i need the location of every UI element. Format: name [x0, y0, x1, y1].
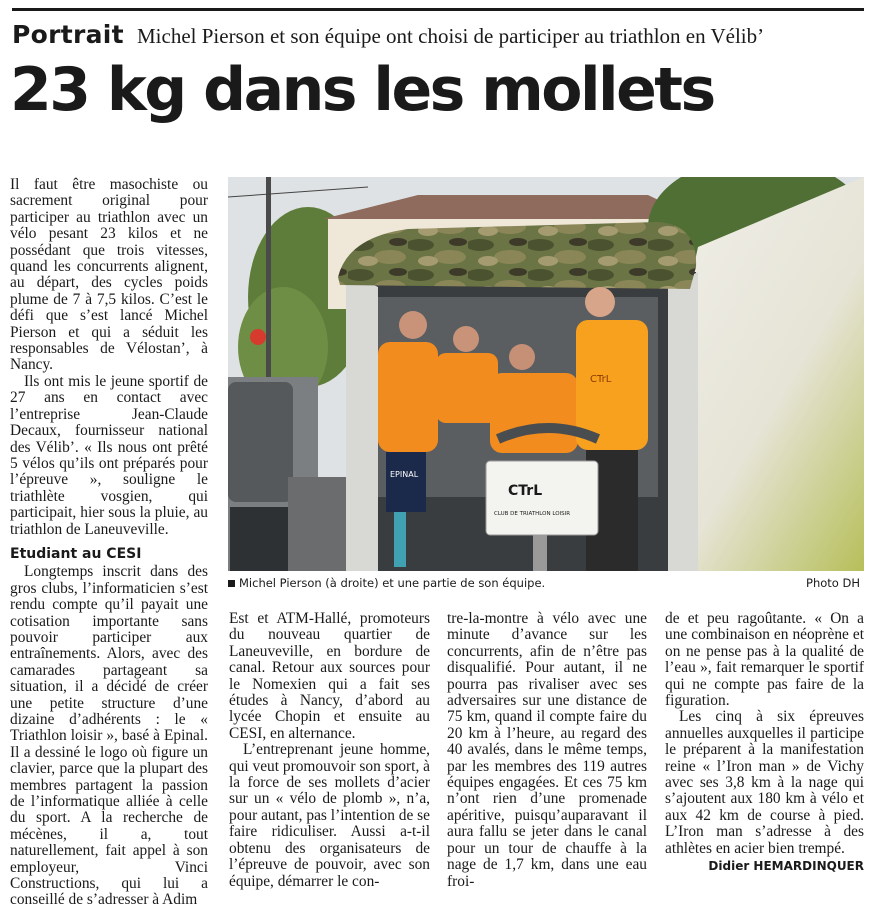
- article-column-4: [665, 611, 864, 875]
- top-rule: [12, 8, 864, 11]
- byline: Didier HEMARDINQUER: [708, 859, 864, 874]
- basket-club-name: CLUB DE TRIATHLON LOISIR: [494, 511, 571, 517]
- shorts-print: EPINAL: [390, 470, 419, 479]
- paragraph: Il faut être masochiste ou sacrement original pour participer au triathlon avec un vélo pesant 23 kilos et ne possédant que trois vitesses, quand les concurrents alignent, au départ, des cycles poids plume de 7 à 7,5 kilos. C’est le défi que s’est lancé Michel Pierson et qui a séduit les responsables de Vélostan’, à Nancy.: [10, 176, 208, 374]
- paragraph: Longtemps inscrit dans des gros clubs, l’informaticien s’est rendu compte qu’il payait une cotisation importante sans pouvoir participer aux entraînements. Alors, avec des camarades partageant sa situation, il a décidé de créer une petite structure d’une dizaine d’adhérents : le « Triathlon loisir », basé à Epinal. Il a dessiné le logo où figure un clavier, parce que la plupart des membres partagent la passion de l’informatique alliée à celle du sport. A la recherche de mécènes, il a, tout naturellement, fait appel à son employeur, Vinci Constructions, qui lui a conseillé de s’adresser à Adim: [10, 563, 208, 909]
- headline: 23 kg dans les mollets: [10, 55, 714, 125]
- paragraph: tre-la-montre à vélo avec une minute d’avance sur les concurrents, afin de n’être pas disqualifié. Pour autant, il ne pourra pas rivaliser avec ses adversaires sur une distance de 75 km, quand il compte faire du 20 km à l’heure, au regard des 40 avalés, dans le même temps, par les membres des 119 autres équipes engagées. Et ces 75 km n’ont rien d’une promenade apéritive, puisqu’auparavant il aura fallu se jeter dans le canal pour un tour de chauffe à la nage de 1,7 km, dans une eau froi-: [447, 610, 647, 890]
- shirt-print: CTrL: [590, 374, 612, 385]
- article-photo: [228, 177, 864, 571]
- article-column-1: [10, 177, 208, 909]
- article-column-2: [229, 611, 430, 890]
- subtitle: Michel Pierson et son équipe ont choisi de participer au triathlon en Vélib’: [137, 24, 765, 48]
- paragraph: Les cinq à six épreuves annuelles auxquelles il participe le préparent à la manifestation reine « l’Iron man » de Vichy avec ses 3,8 km à la nage qui s’ajoutent aux 180 km à vélo et aux 42 km de course à pied. L’Iron man s’adresse à des athlètes en acier bien trempé.: [665, 708, 864, 857]
- paragraph: Est et ATM-Hallé, promoteurs du nouveau quartier de Laneuveville, en bordure de canal. Retour aux sources pour le Nomexien qui a fait ses études à Nancy, d’abord au lycée Chopin et ensuite au CESI, en alternance.: [229, 610, 430, 742]
- photo-caption-row: [228, 576, 864, 592]
- basket-logo: CTrL: [508, 483, 543, 499]
- photo-caption: Michel Pierson (à droite) et une partie de son équipe.: [239, 576, 546, 590]
- caption-marker: [228, 580, 235, 587]
- article-column-3: [447, 611, 647, 890]
- paragraph: L’entreprenant jeune homme, qui veut promouvoir son sport, à la force de ses mollets d’acier sur un « vélo de plomb », n’a, pour autant, pas l’intention de se faire ridiculiser. Aussi a-t-il obtenu des organisateurs de l’épreuve de pouvoir, avec son équipe, démarrer le con-: [229, 741, 430, 890]
- photo-credit: Photo DH: [806, 576, 860, 590]
- paragraph: Ils ont mis le jeune sportif de 27 ans en contact avec l’entreprise Jean-Claude Decaux, fournisseur national des Vélib’. « Ils nous ont prêté 5 vélos qu’ils ont préparés pour l’épreuve », souligne le triathlète vosgien, qui participait, hier sous la pluie, au triathlon de Laneuveville.: [10, 372, 208, 538]
- intertitle: Etudiant au CESI: [10, 545, 142, 562]
- kicker-row: [12, 20, 864, 49]
- section-kicker: Portrait: [12, 20, 124, 49]
- team-photo-illustration: [228, 177, 864, 571]
- paragraph: de et peu ragoûtante. « On a une combinaison en néoprène et on ne pense pas à la qualité de l’eau », fait remarquer le sportif qui ne compte pas faire de la figuration.: [665, 610, 864, 710]
